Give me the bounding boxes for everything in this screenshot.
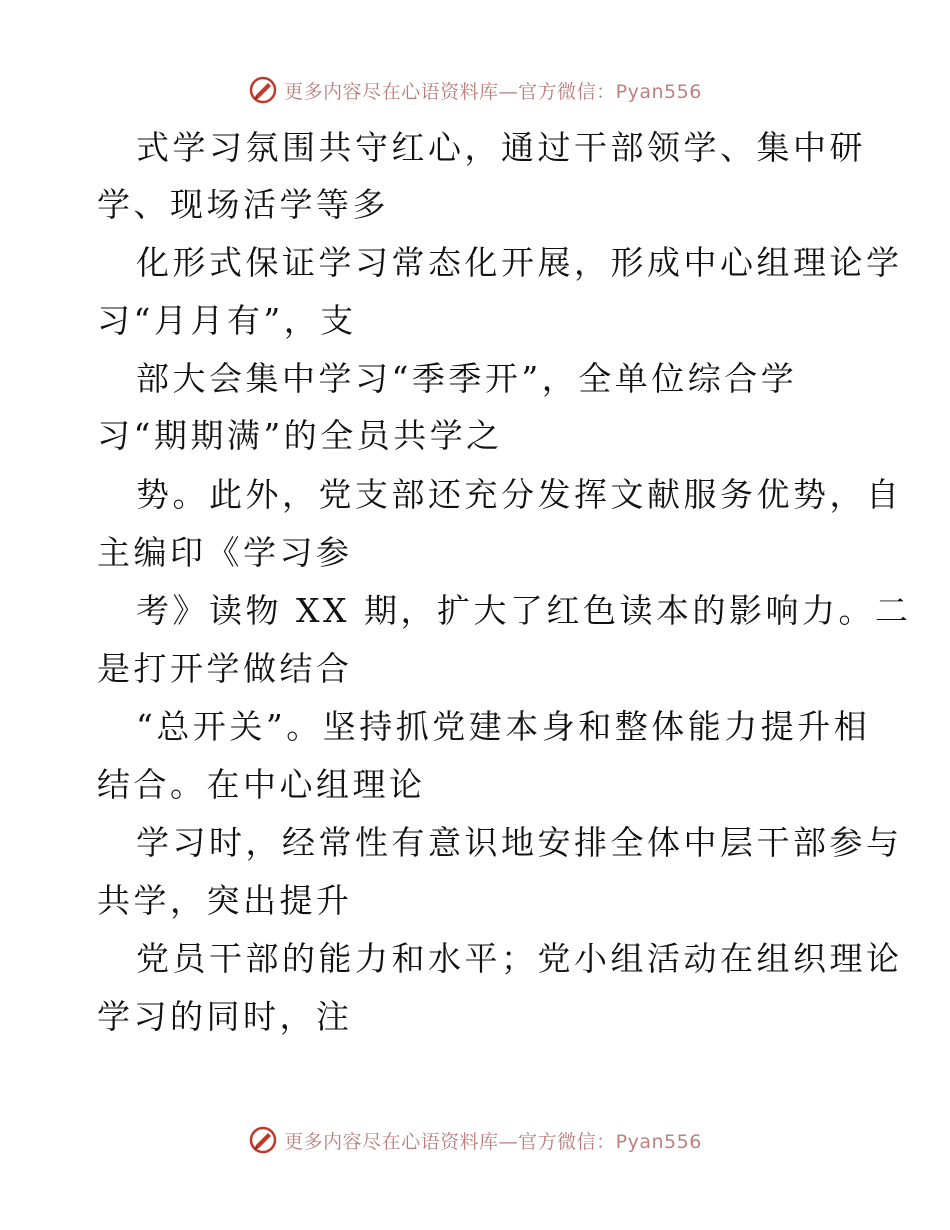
text-line: 学习的同时，注 xyxy=(97,997,353,1036)
text-line: 学习时，经常性有意识地安排全体中层干部参与 xyxy=(136,823,903,862)
text-line: 势。此外，党支部还充分发挥文献服务优势，自 xyxy=(136,475,903,514)
text-line: 共学，突出提升 xyxy=(97,881,353,920)
text-line: 化形式保证学习常态化开展，形成中心组理论学 xyxy=(136,243,903,282)
text-line: 主编印《学习参 xyxy=(97,533,353,572)
text-line: 部大会集中学习“季季开”，全单位综合学 xyxy=(136,359,798,398)
watermark-wechat-id: Pyan556 xyxy=(615,80,702,103)
text-line: 党员干部的能力和水平；党小组活动在组织理论 xyxy=(136,939,903,978)
text-line: 结合。在中心组理论 xyxy=(97,765,426,804)
text-line: 习“期期满”的全员共学之 xyxy=(97,416,503,455)
pen-logo-icon xyxy=(248,1125,278,1155)
text-line: 式学习氛围共守红心，通过干部领学、集中研 xyxy=(136,128,866,167)
pen-logo-icon xyxy=(248,75,278,105)
text-line: “总开关”。坚持抓党建本身和整体能力提升相 xyxy=(136,707,871,746)
header-watermark xyxy=(0,70,950,110)
text-line: 考》读物 XX 期，扩大了红色读本的影响力。二 xyxy=(136,591,912,630)
footer-watermark xyxy=(0,1120,950,1160)
watermark-label xyxy=(284,77,702,104)
text-line: 学、现场活学等多 xyxy=(97,185,389,224)
watermark-wechat-id: Pyan556 xyxy=(615,1130,702,1153)
text-line: 是打开学做结合 xyxy=(97,649,353,688)
watermark-text: 更多内容尽在心语资料库—官方微信： xyxy=(284,1130,616,1153)
watermark-label xyxy=(284,1127,702,1154)
watermark-text: 更多内容尽在心语资料库—官方微信： xyxy=(284,80,616,103)
text-line: 习“月月有”，支 xyxy=(97,301,357,340)
